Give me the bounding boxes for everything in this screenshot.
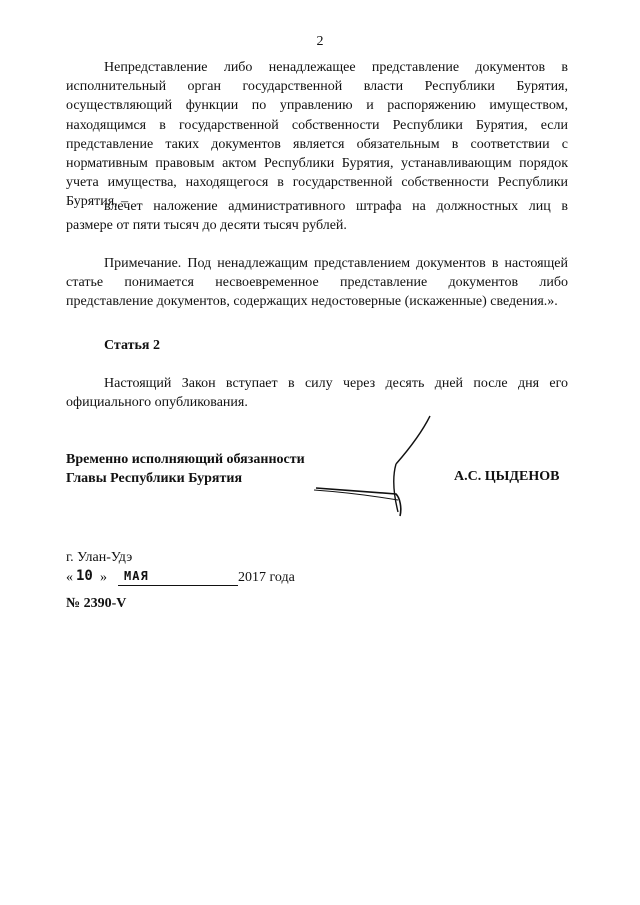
page-number: 2 <box>316 34 324 49</box>
law-number: № 2390-V <box>66 596 127 611</box>
date-day: 10 <box>76 568 93 584</box>
date-quote-close: » <box>100 570 107 585</box>
paragraph-main: Непредставление либо ненадлежащее представление документов в исполнительный орган государственной власти Республики Бурятия, осуществляющий функции по управлению и распоряжению имуществом, находящимся в государственной собственности Республики Бурятия, если представление таких документов является обязательным в соответствии с нормативным правовым актом Республики Бурятия, устанавливающим порядок учета имущества, находящегося в государственной собственности Республики Бурятия, – <box>66 60 568 210</box>
paragraph-note: Примечание. Под ненадлежащим представлением документов в настоящей статье понимается несвоевременное представление документов либо представление документов, содержащих недостоверные (искаженные) сведения.». <box>66 256 568 310</box>
date-line <box>66 568 295 590</box>
signer-position-line1: Временно исполняющий обязанности <box>66 452 305 467</box>
article-text: Настоящий Закон вступает в силу через десять дней после дня его официального опубликования. <box>66 376 568 411</box>
handwritten-signature <box>312 412 442 532</box>
signer-position-line2: Главы Республики Бурятия <box>66 471 243 486</box>
signer-position <box>66 450 305 488</box>
date-underline <box>118 585 238 586</box>
signer-name: А.С. ЦЫДЕНОВ <box>454 469 560 484</box>
place-date-block <box>66 548 295 590</box>
paragraph-penalty: влечет наложение административного штрафа на должностных лиц в размере от пяти тысяч до десяти тысяч рублей. <box>66 199 568 234</box>
date-month: МАЯ <box>124 569 149 583</box>
place: г. Улан-Удэ <box>66 550 133 565</box>
date-quote-open: « <box>66 570 73 585</box>
article-title: Статья 2 <box>104 338 160 353</box>
date-year: 2017 года <box>238 570 295 585</box>
